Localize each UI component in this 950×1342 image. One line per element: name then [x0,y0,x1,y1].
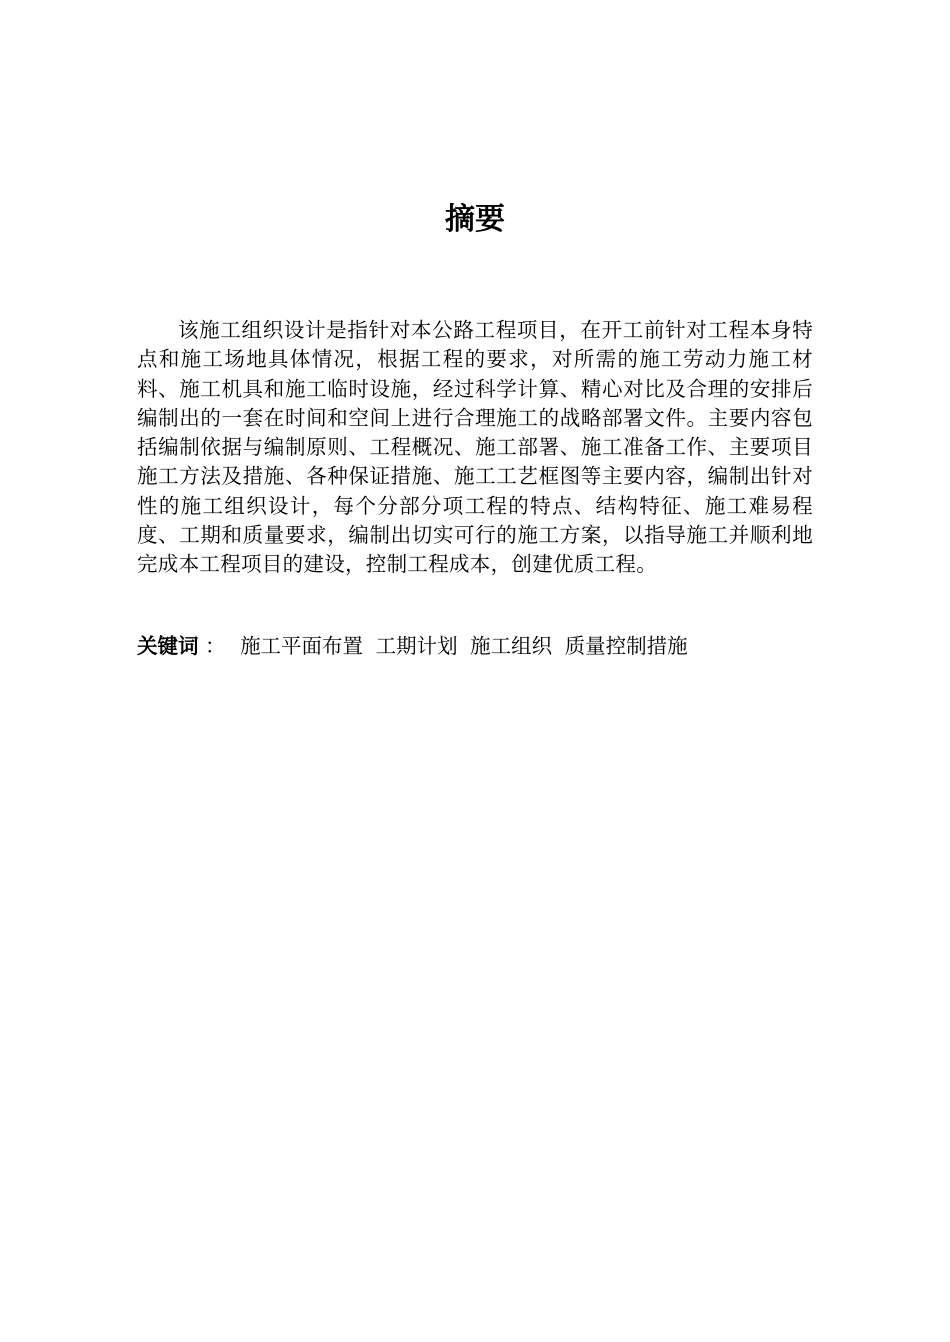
page-title: 摘要 [445,202,505,237]
keyword-item: 施工组织 [470,634,553,658]
keywords-line [137,632,813,661]
keyword-item: 工期计划 [375,634,458,658]
abstract-paragraph: 该施工组织设计是指针对本公路工程项目，在开工前针对工程本身特点和施工场地具体情况，根据工程的要求，对所需的施工劳动力施工材料、施工机具和施工临时设施，经过科学计算、精心对比及合理的安排后编制出的一套在时间和空间上进行合理施工的战略部署文件。主要内容包括编制依据与编制原则、工程概况、施工部署、施工准备工作、主要项目施工方法及措施、各种保证措施、施工工艺框图等主要内容，编制出针对性的施工组织设计，每个分部分项工程的特点、结构特征、施工难易程度、工期和质量要求，编制出切实可行的施工方案，以指导施工并顺利地完成本工程项目的建设，控制工程成本，创建优质工程。 [137,318,813,577]
keyword-item: 质量控制措施 [564,634,688,658]
keywords-label: 关键词 [137,634,199,658]
keywords-separator: ： [205,634,226,658]
keyword-item: 施工平面布置 [240,634,364,658]
